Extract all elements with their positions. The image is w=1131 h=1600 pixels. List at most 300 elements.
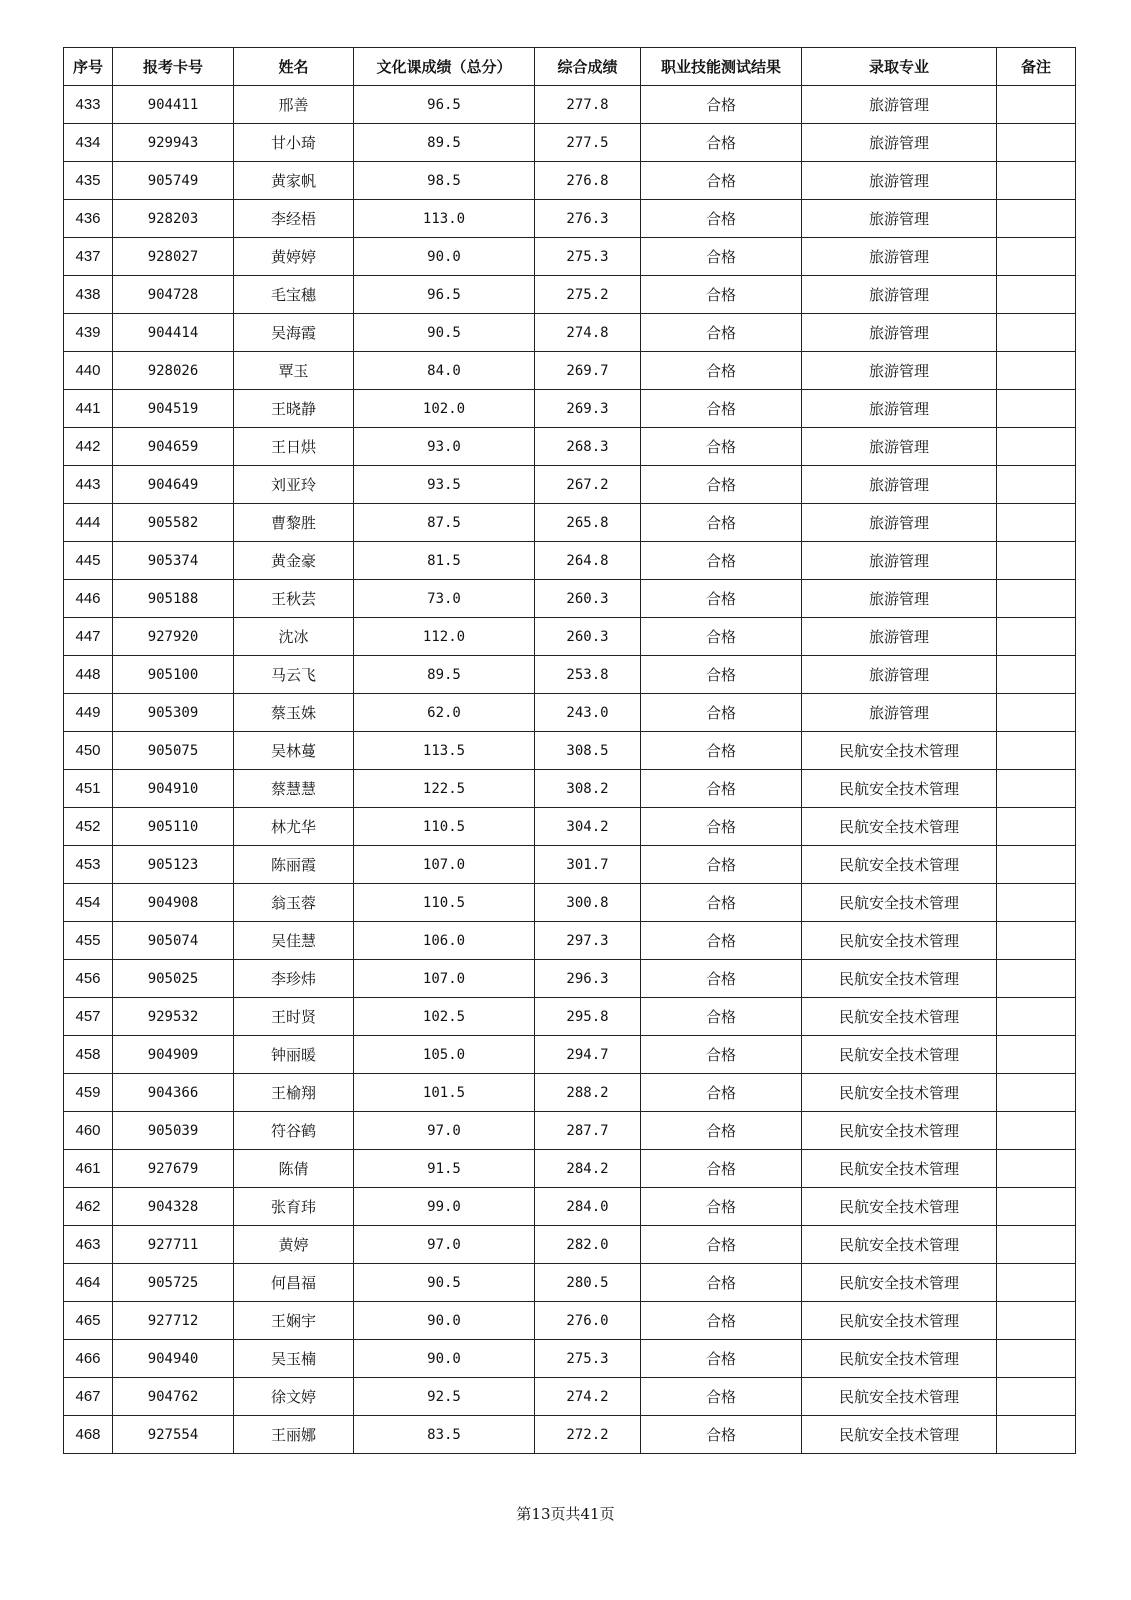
cell-card-no: 905110 xyxy=(113,808,234,846)
cell-remarks xyxy=(997,390,1076,428)
col-header-total-score: 综合成绩 xyxy=(535,48,641,86)
cell-seq: 448 xyxy=(64,656,113,694)
cell-name: 马云飞 xyxy=(234,656,354,694)
table-row xyxy=(64,1264,1076,1302)
cell-major: 旅游管理 xyxy=(802,428,997,466)
table-row xyxy=(64,1416,1076,1454)
cell-remarks xyxy=(997,1074,1076,1112)
cell-seq: 455 xyxy=(64,922,113,960)
cell-name: 蔡慧慧 xyxy=(234,770,354,808)
cell-total-score: 253.8 xyxy=(535,656,641,694)
cell-card-no: 904328 xyxy=(113,1188,234,1226)
admission-table xyxy=(63,47,1076,1454)
cell-total-score: 272.2 xyxy=(535,1416,641,1454)
cell-total-score: 260.3 xyxy=(535,580,641,618)
cell-name: 蔡玉姝 xyxy=(234,694,354,732)
cell-major: 民航安全技术管理 xyxy=(802,922,997,960)
cell-name: 沈冰 xyxy=(234,618,354,656)
cell-name: 符谷鹤 xyxy=(234,1112,354,1150)
cell-culture-score: 96.5 xyxy=(354,86,535,124)
cell-card-no: 928203 xyxy=(113,200,234,238)
cell-culture-score: 93.5 xyxy=(354,466,535,504)
col-header-skill-test: 职业技能测试结果 xyxy=(641,48,802,86)
cell-seq: 453 xyxy=(64,846,113,884)
cell-card-no: 904762 xyxy=(113,1378,234,1416)
cell-remarks xyxy=(997,542,1076,580)
cell-total-score: 295.8 xyxy=(535,998,641,1036)
cell-total-score: 275.2 xyxy=(535,276,641,314)
cell-major: 民航安全技术管理 xyxy=(802,1264,997,1302)
cell-major: 旅游管理 xyxy=(802,390,997,428)
cell-name: 李经梧 xyxy=(234,200,354,238)
cell-card-no: 928027 xyxy=(113,238,234,276)
cell-remarks xyxy=(997,694,1076,732)
cell-skill-test: 合格 xyxy=(641,1074,802,1112)
cell-major: 旅游管理 xyxy=(802,124,997,162)
cell-total-score: 308.2 xyxy=(535,770,641,808)
cell-skill-test: 合格 xyxy=(641,732,802,770)
cell-remarks xyxy=(997,466,1076,504)
cell-total-score: 265.8 xyxy=(535,504,641,542)
table-row xyxy=(64,1226,1076,1264)
cell-major: 民航安全技术管理 xyxy=(802,1340,997,1378)
cell-seq: 468 xyxy=(64,1416,113,1454)
cell-name: 王秋芸 xyxy=(234,580,354,618)
cell-card-no: 904649 xyxy=(113,466,234,504)
cell-card-no: 905075 xyxy=(113,732,234,770)
cell-card-no: 905725 xyxy=(113,1264,234,1302)
cell-skill-test: 合格 xyxy=(641,1340,802,1378)
cell-card-no: 905025 xyxy=(113,960,234,998)
cell-major: 民航安全技术管理 xyxy=(802,998,997,1036)
table-row xyxy=(64,200,1076,238)
cell-major: 旅游管理 xyxy=(802,618,997,656)
cell-card-no: 927679 xyxy=(113,1150,234,1188)
cell-card-no: 904366 xyxy=(113,1074,234,1112)
cell-culture-score: 107.0 xyxy=(354,846,535,884)
table-row xyxy=(64,1302,1076,1340)
cell-major: 旅游管理 xyxy=(802,352,997,390)
table-row xyxy=(64,732,1076,770)
cell-major: 旅游管理 xyxy=(802,466,997,504)
cell-total-score: 274.8 xyxy=(535,314,641,352)
cell-name: 陈倩 xyxy=(234,1150,354,1188)
table-row xyxy=(64,86,1076,124)
cell-skill-test: 合格 xyxy=(641,1302,802,1340)
cell-card-no: 927712 xyxy=(113,1302,234,1340)
cell-name: 毛宝穗 xyxy=(234,276,354,314)
cell-remarks xyxy=(997,884,1076,922)
cell-culture-score: 87.5 xyxy=(354,504,535,542)
cell-name: 黄婷 xyxy=(234,1226,354,1264)
cell-name: 钟丽暖 xyxy=(234,1036,354,1074)
col-header-culture-score: 文化课成绩（总分） xyxy=(354,48,535,86)
cell-seq: 443 xyxy=(64,466,113,504)
cell-total-score: 296.3 xyxy=(535,960,641,998)
cell-skill-test: 合格 xyxy=(641,884,802,922)
cell-card-no: 904908 xyxy=(113,884,234,922)
cell-major: 民航安全技术管理 xyxy=(802,1036,997,1074)
cell-total-score: 274.2 xyxy=(535,1378,641,1416)
cell-total-score: 275.3 xyxy=(535,238,641,276)
col-header-remarks: 备注 xyxy=(997,48,1076,86)
cell-major: 旅游管理 xyxy=(802,504,997,542)
table-row xyxy=(64,390,1076,428)
cell-remarks xyxy=(997,1226,1076,1264)
cell-total-score: 301.7 xyxy=(535,846,641,884)
cell-culture-score: 99.0 xyxy=(354,1188,535,1226)
cell-remarks xyxy=(997,1036,1076,1074)
col-header-name: 姓名 xyxy=(234,48,354,86)
cell-seq: 441 xyxy=(64,390,113,428)
table-header-row xyxy=(64,48,1076,86)
cell-card-no: 905100 xyxy=(113,656,234,694)
cell-card-no: 927920 xyxy=(113,618,234,656)
cell-major: 民航安全技术管理 xyxy=(802,1416,997,1454)
cell-culture-score: 97.0 xyxy=(354,1112,535,1150)
cell-seq: 436 xyxy=(64,200,113,238)
cell-seq: 447 xyxy=(64,618,113,656)
cell-seq: 452 xyxy=(64,808,113,846)
cell-name: 翁玉蓉 xyxy=(234,884,354,922)
cell-remarks xyxy=(997,1416,1076,1454)
cell-culture-score: 81.5 xyxy=(354,542,535,580)
table-row xyxy=(64,694,1076,732)
table-row xyxy=(64,1188,1076,1226)
cell-total-score: 264.8 xyxy=(535,542,641,580)
cell-culture-score: 98.5 xyxy=(354,162,535,200)
cell-culture-score: 92.5 xyxy=(354,1378,535,1416)
cell-major: 民航安全技术管理 xyxy=(802,1074,997,1112)
cell-remarks xyxy=(997,656,1076,694)
cell-skill-test: 合格 xyxy=(641,846,802,884)
cell-seq: 450 xyxy=(64,732,113,770)
cell-total-score: 300.8 xyxy=(535,884,641,922)
cell-skill-test: 合格 xyxy=(641,390,802,428)
cell-skill-test: 合格 xyxy=(641,504,802,542)
cell-culture-score: 73.0 xyxy=(354,580,535,618)
cell-seq: 445 xyxy=(64,542,113,580)
table-row xyxy=(64,352,1076,390)
cell-skill-test: 合格 xyxy=(641,808,802,846)
cell-remarks xyxy=(997,1188,1076,1226)
table-row xyxy=(64,238,1076,276)
table-row xyxy=(64,162,1076,200)
cell-total-score: 275.3 xyxy=(535,1340,641,1378)
table-row xyxy=(64,960,1076,998)
cell-name: 邢善 xyxy=(234,86,354,124)
cell-remarks xyxy=(997,618,1076,656)
table-row xyxy=(64,542,1076,580)
table-row xyxy=(64,770,1076,808)
cell-remarks xyxy=(997,1264,1076,1302)
cell-major: 民航安全技术管理 xyxy=(802,1112,997,1150)
cell-name: 吴林蔓 xyxy=(234,732,354,770)
cell-card-no: 904909 xyxy=(113,1036,234,1074)
cell-major: 旅游管理 xyxy=(802,276,997,314)
cell-major: 民航安全技术管理 xyxy=(802,808,997,846)
cell-card-no: 929532 xyxy=(113,998,234,1036)
cell-remarks xyxy=(997,960,1076,998)
cell-total-score: 284.2 xyxy=(535,1150,641,1188)
table-row xyxy=(64,1150,1076,1188)
cell-seq: 456 xyxy=(64,960,113,998)
cell-skill-test: 合格 xyxy=(641,200,802,238)
cell-total-score: 268.3 xyxy=(535,428,641,466)
cell-total-score: 284.0 xyxy=(535,1188,641,1226)
table-row xyxy=(64,428,1076,466)
cell-total-score: 308.5 xyxy=(535,732,641,770)
cell-remarks xyxy=(997,162,1076,200)
cell-culture-score: 90.5 xyxy=(354,1264,535,1302)
cell-name: 林尤华 xyxy=(234,808,354,846)
cell-culture-score: 90.0 xyxy=(354,238,535,276)
cell-total-score: 277.5 xyxy=(535,124,641,162)
table-row xyxy=(64,1112,1076,1150)
table-row xyxy=(64,314,1076,352)
cell-card-no: 905749 xyxy=(113,162,234,200)
col-header-seq: 序号 xyxy=(64,48,113,86)
cell-culture-score: 91.5 xyxy=(354,1150,535,1188)
cell-culture-score: 122.5 xyxy=(354,770,535,808)
cell-seq: 467 xyxy=(64,1378,113,1416)
cell-card-no: 905123 xyxy=(113,846,234,884)
cell-skill-test: 合格 xyxy=(641,466,802,504)
cell-seq: 439 xyxy=(64,314,113,352)
cell-name: 陈丽霞 xyxy=(234,846,354,884)
cell-culture-score: 89.5 xyxy=(354,124,535,162)
cell-name: 王榆翔 xyxy=(234,1074,354,1112)
cell-skill-test: 合格 xyxy=(641,276,802,314)
cell-major: 旅游管理 xyxy=(802,314,997,352)
cell-seq: 446 xyxy=(64,580,113,618)
cell-total-score: 276.3 xyxy=(535,200,641,238)
cell-culture-score: 62.0 xyxy=(354,694,535,732)
cell-skill-test: 合格 xyxy=(641,1036,802,1074)
cell-culture-score: 110.5 xyxy=(354,884,535,922)
cell-skill-test: 合格 xyxy=(641,1226,802,1264)
cell-culture-score: 90.0 xyxy=(354,1302,535,1340)
cell-seq: 442 xyxy=(64,428,113,466)
page-number: 第13页共41页 xyxy=(516,1505,615,1523)
cell-total-score: 243.0 xyxy=(535,694,641,732)
cell-total-score: 277.8 xyxy=(535,86,641,124)
table-row xyxy=(64,922,1076,960)
cell-remarks xyxy=(997,124,1076,162)
cell-skill-test: 合格 xyxy=(641,1150,802,1188)
cell-seq: 465 xyxy=(64,1302,113,1340)
col-header-card-no: 报考卡号 xyxy=(113,48,234,86)
cell-total-score: 282.0 xyxy=(535,1226,641,1264)
cell-skill-test: 合格 xyxy=(641,694,802,732)
cell-major: 旅游管理 xyxy=(802,162,997,200)
cell-skill-test: 合格 xyxy=(641,238,802,276)
cell-name: 王晓静 xyxy=(234,390,354,428)
cell-name: 徐文婷 xyxy=(234,1378,354,1416)
cell-card-no: 904659 xyxy=(113,428,234,466)
cell-remarks xyxy=(997,200,1076,238)
cell-name: 黄婷婷 xyxy=(234,238,354,276)
cell-culture-score: 106.0 xyxy=(354,922,535,960)
cell-seq: 434 xyxy=(64,124,113,162)
cell-remarks xyxy=(997,770,1076,808)
cell-total-score: 276.0 xyxy=(535,1302,641,1340)
cell-card-no: 904411 xyxy=(113,86,234,124)
table-row xyxy=(64,580,1076,618)
cell-name: 何昌福 xyxy=(234,1264,354,1302)
cell-total-score: 280.5 xyxy=(535,1264,641,1302)
cell-remarks xyxy=(997,808,1076,846)
cell-name: 黄金豪 xyxy=(234,542,354,580)
table-row xyxy=(64,466,1076,504)
cell-card-no: 905582 xyxy=(113,504,234,542)
cell-remarks xyxy=(997,86,1076,124)
cell-skill-test: 合格 xyxy=(641,1264,802,1302)
cell-remarks xyxy=(997,1378,1076,1416)
cell-total-score: 288.2 xyxy=(535,1074,641,1112)
cell-total-score: 260.3 xyxy=(535,618,641,656)
cell-total-score: 276.8 xyxy=(535,162,641,200)
cell-name: 吴玉楠 xyxy=(234,1340,354,1378)
cell-major: 旅游管理 xyxy=(802,542,997,580)
cell-skill-test: 合格 xyxy=(641,960,802,998)
cell-seq: 466 xyxy=(64,1340,113,1378)
cell-skill-test: 合格 xyxy=(641,428,802,466)
cell-culture-score: 93.0 xyxy=(354,428,535,466)
cell-remarks xyxy=(997,1340,1076,1378)
cell-culture-score: 113.5 xyxy=(354,732,535,770)
cell-seq: 454 xyxy=(64,884,113,922)
cell-name: 覃玉 xyxy=(234,352,354,390)
cell-remarks xyxy=(997,1150,1076,1188)
cell-skill-test: 合格 xyxy=(641,1188,802,1226)
cell-skill-test: 合格 xyxy=(641,542,802,580)
cell-total-score: 269.7 xyxy=(535,352,641,390)
cell-remarks xyxy=(997,732,1076,770)
cell-culture-score: 110.5 xyxy=(354,808,535,846)
cell-remarks xyxy=(997,238,1076,276)
cell-major: 旅游管理 xyxy=(802,238,997,276)
cell-card-no: 905309 xyxy=(113,694,234,732)
cell-skill-test: 合格 xyxy=(641,922,802,960)
cell-seq: 440 xyxy=(64,352,113,390)
cell-culture-score: 96.5 xyxy=(354,276,535,314)
cell-culture-score: 90.0 xyxy=(354,1340,535,1378)
cell-remarks xyxy=(997,1112,1076,1150)
table-row xyxy=(64,1378,1076,1416)
cell-total-score: 269.3 xyxy=(535,390,641,428)
cell-name: 王日烘 xyxy=(234,428,354,466)
table-row xyxy=(64,1340,1076,1378)
cell-total-score: 267.2 xyxy=(535,466,641,504)
cell-major: 民航安全技术管理 xyxy=(802,1150,997,1188)
cell-total-score: 297.3 xyxy=(535,922,641,960)
cell-major: 民航安全技术管理 xyxy=(802,770,997,808)
cell-seq: 457 xyxy=(64,998,113,1036)
cell-card-no: 905188 xyxy=(113,580,234,618)
cell-skill-test: 合格 xyxy=(641,314,802,352)
cell-major: 旅游管理 xyxy=(802,694,997,732)
cell-culture-score: 89.5 xyxy=(354,656,535,694)
cell-skill-test: 合格 xyxy=(641,162,802,200)
cell-skill-test: 合格 xyxy=(641,1378,802,1416)
table-row xyxy=(64,808,1076,846)
cell-card-no: 904910 xyxy=(113,770,234,808)
cell-name: 黄家帆 xyxy=(234,162,354,200)
cell-seq: 438 xyxy=(64,276,113,314)
cell-seq: 461 xyxy=(64,1150,113,1188)
cell-name: 曹黎胜 xyxy=(234,504,354,542)
cell-skill-test: 合格 xyxy=(641,1112,802,1150)
table-row xyxy=(64,884,1076,922)
cell-major: 民航安全技术管理 xyxy=(802,884,997,922)
cell-culture-score: 102.0 xyxy=(354,390,535,428)
cell-total-score: 287.7 xyxy=(535,1112,641,1150)
cell-culture-score: 90.5 xyxy=(354,314,535,352)
cell-name: 王娴宇 xyxy=(234,1302,354,1340)
cell-seq: 451 xyxy=(64,770,113,808)
cell-remarks xyxy=(997,314,1076,352)
cell-total-score: 304.2 xyxy=(535,808,641,846)
cell-seq: 459 xyxy=(64,1074,113,1112)
cell-remarks xyxy=(997,846,1076,884)
cell-major: 民航安全技术管理 xyxy=(802,1302,997,1340)
cell-name: 吴海霞 xyxy=(234,314,354,352)
cell-remarks xyxy=(997,580,1076,618)
cell-major: 民航安全技术管理 xyxy=(802,846,997,884)
cell-culture-score: 101.5 xyxy=(354,1074,535,1112)
cell-seq: 460 xyxy=(64,1112,113,1150)
table-row xyxy=(64,998,1076,1036)
cell-card-no: 905074 xyxy=(113,922,234,960)
cell-name: 吴佳慧 xyxy=(234,922,354,960)
cell-seq: 449 xyxy=(64,694,113,732)
cell-major: 旅游管理 xyxy=(802,200,997,238)
cell-culture-score: 105.0 xyxy=(354,1036,535,1074)
cell-total-score: 294.7 xyxy=(535,1036,641,1074)
cell-culture-score: 102.5 xyxy=(354,998,535,1036)
table-row xyxy=(64,124,1076,162)
table-row xyxy=(64,1074,1076,1112)
cell-seq: 464 xyxy=(64,1264,113,1302)
cell-skill-test: 合格 xyxy=(641,998,802,1036)
cell-name: 王丽娜 xyxy=(234,1416,354,1454)
cell-skill-test: 合格 xyxy=(641,86,802,124)
cell-skill-test: 合格 xyxy=(641,580,802,618)
cell-major: 民航安全技术管理 xyxy=(802,1378,997,1416)
cell-name: 甘小琦 xyxy=(234,124,354,162)
cell-culture-score: 97.0 xyxy=(354,1226,535,1264)
cell-card-no: 927711 xyxy=(113,1226,234,1264)
table-row xyxy=(64,846,1076,884)
cell-seq: 437 xyxy=(64,238,113,276)
table-row xyxy=(64,276,1076,314)
col-header-major: 录取专业 xyxy=(802,48,997,86)
table-row xyxy=(64,1036,1076,1074)
cell-major: 民航安全技术管理 xyxy=(802,1188,997,1226)
cell-seq: 462 xyxy=(64,1188,113,1226)
cell-seq: 444 xyxy=(64,504,113,542)
cell-card-no: 904940 xyxy=(113,1340,234,1378)
cell-major: 旅游管理 xyxy=(802,580,997,618)
cell-skill-test: 合格 xyxy=(641,124,802,162)
cell-name: 王时贤 xyxy=(234,998,354,1036)
cell-seq: 458 xyxy=(64,1036,113,1074)
cell-name: 李珍炜 xyxy=(234,960,354,998)
cell-seq: 433 xyxy=(64,86,113,124)
cell-seq: 463 xyxy=(64,1226,113,1264)
table-body xyxy=(64,86,1076,1454)
